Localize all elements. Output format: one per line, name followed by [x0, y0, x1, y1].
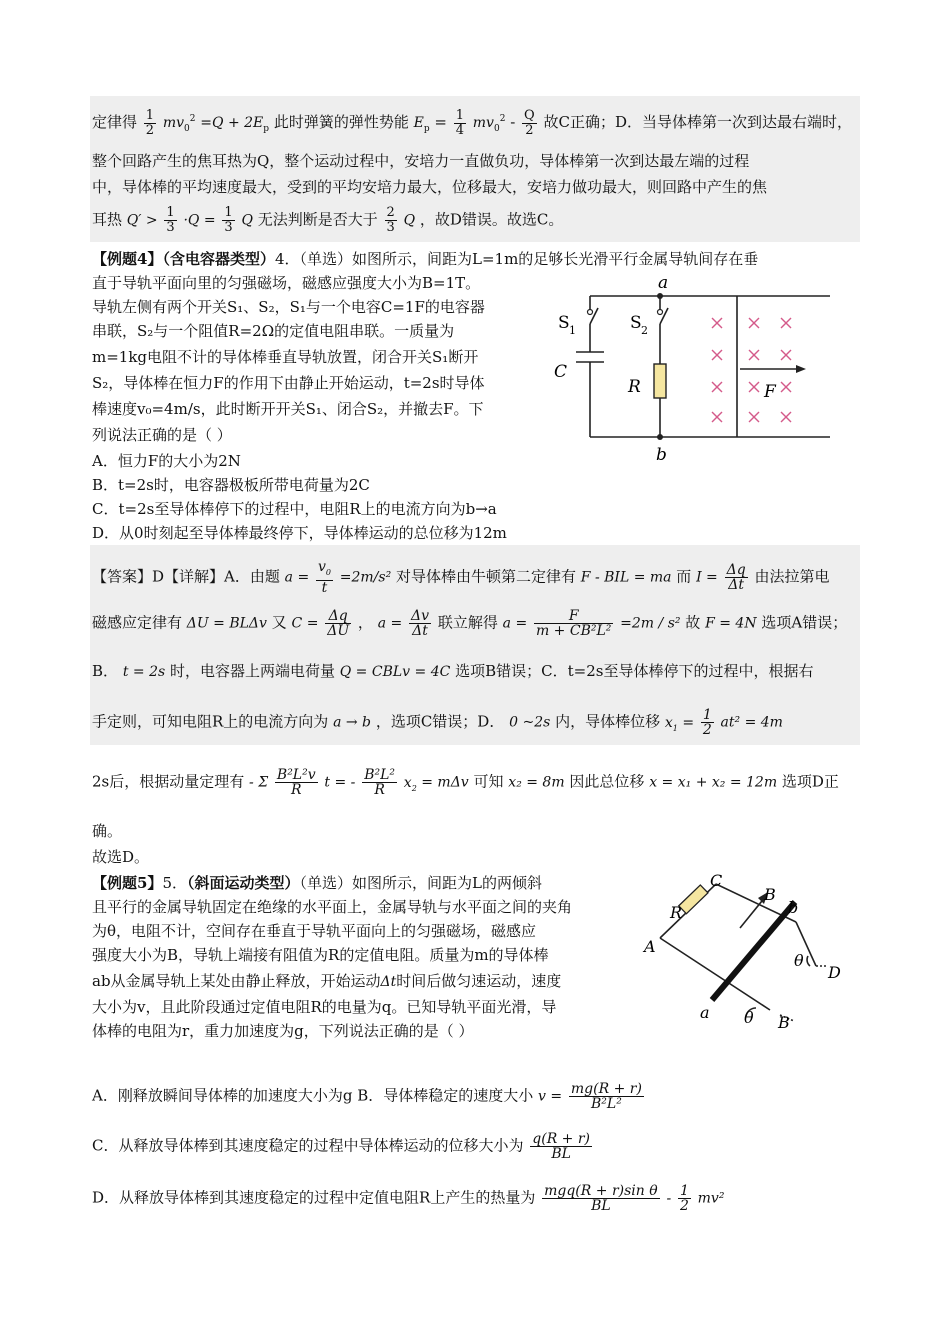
text-span: 对导体棒由牛顿第二定律有 [395, 567, 576, 586]
label-theta: θ [744, 1008, 754, 1027]
formula: t = 2s [122, 664, 166, 680]
label-c: C [710, 871, 723, 890]
label-s2-sub: 2 [641, 324, 648, 337]
label-d: D [828, 963, 841, 982]
text-span: 选项D正 [781, 772, 839, 791]
example-type: （斜面运动类型） [186, 874, 300, 892]
label-a-upper: A [644, 937, 656, 956]
text-span: 耳热 [92, 210, 123, 229]
fraction: $\frac{\Delta v}{\Delta t}$ [411, 608, 430, 639]
text-line: 直于导轨平面向里的匀强磁场，磁感应强度大小为B=1T。 [92, 274, 481, 292]
answer4-line1: 【答案】D【详解】A．由题 a = $\frac{v_0}{t}$ =2m/s² 对导体棒由牛顿第二定律有 F - BIL = ma 而 I = $\frac{\Delta q}{\Delta t}$ 由法拉第电 [92, 559, 830, 596]
text-line: 串联，S₂与一个阻值R=2Ω的定值电阻串联。一质量为 [92, 322, 455, 340]
text-line: 导轨左侧有两个开关S₁、S₂，S₁与一个电容C=1F的电容器 [92, 298, 485, 316]
example5-line1 [92, 872, 542, 894]
label-b: b [656, 445, 667, 465]
formula: =Q + 2E [200, 115, 264, 131]
text-line: ab从金属导轨上某处由静止释放，开始运动Δt时间后做匀速运动，速度 [92, 972, 562, 990]
text-span: ， [357, 613, 373, 632]
formula: a → b [333, 714, 372, 731]
option-a-b: A．刚释放瞬间导体棒的加速度大小为g B．导体棒稳定的速度大小 v = $\frac{mg(R + r)}{\text{B²L²}}$ [92, 1081, 642, 1112]
fraction: $\frac{1}{3}$ [166, 205, 175, 235]
fraction: $\frac{2}{3}$ [386, 205, 395, 235]
circuit-figure [540, 272, 840, 467]
option-d: D．从释放导体棒到其速度稳定的过程中定值电阻R上产生的热量为 $\frac{\text{mgq(R + r)sin θ}}{BL}$ - $\frac{1}{2}$ mv² [92, 1183, 725, 1214]
text-span: 时间后做匀速运动，速度 [396, 972, 562, 990]
text-line: 为θ，电阻不计，空间存在垂直于导轨平面向上的匀强磁场，磁感应 [92, 922, 537, 940]
text-span: （单选）如图所示，间距为L的两倾斜 [299, 874, 542, 892]
label-s1: S [558, 313, 570, 333]
example-type: （含电容器类型） [162, 250, 275, 268]
label-r: R [628, 377, 641, 397]
option-c [92, 1132, 594, 1161]
text-span: 此时弹簧的弹性势能 [273, 113, 409, 131]
label-r: R [670, 903, 683, 922]
text-line: 棒速度v₀=4m/s，此时断开开关S₁、闭合S₂，并撤去F。下 [92, 400, 484, 418]
formula: = 4m [744, 714, 783, 731]
fraction: $\frac{F}{\text{m + CB²L²}}$ [535, 608, 612, 639]
text-span: 时，电容器上两端电荷量 [169, 662, 335, 680]
label-c: C [554, 362, 568, 382]
text-span: 选项B错误；C．t=2s至导体棒停下的过程中，根据右 [455, 662, 814, 680]
formula: ΔU = BLΔv [186, 615, 267, 632]
option-d: D．从0时刻起至导体棒最终停下，导体棒运动的总位移为12m [92, 524, 507, 542]
text-line: 整个回路产生的焦耳热为Q，整个运动过程中，安培力一直做负功，导体棒第一次到达最左端的过程 [92, 152, 750, 170]
label-s2: S [630, 313, 642, 333]
text-span: B． [92, 662, 119, 680]
formula: F - BIL = ma [580, 569, 672, 586]
formula: F = 4N [705, 615, 757, 632]
fraction: $\frac{mg(R + r)}{\text{B²L²}}$ [570, 1081, 642, 1112]
text-span: 定律得 [92, 113, 138, 131]
formula: E [413, 115, 424, 131]
text-line: 确。 [92, 822, 123, 840]
text-span: 【答案】D【详解】A．由题 [92, 567, 280, 586]
text-line: 列说法正确的是（ ） [92, 426, 232, 444]
example-tag: 【例题4】 [92, 250, 163, 268]
fraction: $\frac{q(R + r)}{BL}$ [532, 1131, 591, 1162]
text-span: 故C正确；D．当导体棒第一次到达最右端时， [543, 113, 853, 131]
fraction: $\frac{\Delta q}{\Delta U}$ [327, 608, 350, 639]
fraction: $\frac{\text{B²L²v}}{R}$ [276, 767, 316, 798]
fraction: $\frac{1}{4}$ [455, 107, 464, 138]
fraction: $\frac{\text{B²L²}}{R}$ [364, 767, 395, 798]
formula: mv [162, 115, 185, 131]
text-span: A．刚释放瞬间导体棒的加速度大小为g B．导体棒稳定的速度大小 [92, 1086, 534, 1105]
label-b-rod: b [788, 898, 799, 917]
option-a: A．恒力F的大小为2N [92, 452, 241, 470]
label-s1-sub: 1 [569, 324, 576, 337]
formula: x₂ = 8m [508, 774, 565, 791]
formula: x = x₁ + x₂ = 12m [649, 774, 778, 791]
text-span: 又 [271, 613, 287, 632]
incline-figure [640, 868, 855, 1033]
text-span: ，故D错误。故选C。 [419, 210, 564, 229]
fraction: $\frac{Q}{2}$ [524, 107, 535, 138]
text-span: 5． [162, 874, 187, 892]
example4-line1 [92, 248, 758, 270]
text-span: 无法判断是否大于 [257, 210, 378, 229]
answer4-line2: 磁感应定律有 ΔU = BLΔv 又 C = $\frac{\Delta q}{\Delta U}$ ， a = $\frac{\Delta v}{\Delta t}$ 联立解得 a = $\frac{F}{\text{m + CB²L²}}$ =2m / s² 故 F = 4N 选项A错误； [92, 608, 848, 639]
formula: mv [472, 115, 494, 131]
text-span: 而 [676, 567, 692, 586]
answer4-line5: 2s后，根据动量定理有 - Σ $\frac{\text{B²L²v}}{R}$ t = - $\frac{\text{B²L²}}{R}$ $x_2 = m\Delta v$ 可知 x₂ = 8m 因此总位移 x = x₁ + x₂ = 12m 选项D正 [92, 767, 839, 798]
formula: =2m / s² [620, 615, 681, 632]
option-b: B．t=2s时，电容器极板所带电荷量为2C [92, 476, 370, 494]
text-line: 且平行的金属导轨固定在绝缘的水平面上，金属导轨与水平面之间的夹角 [92, 898, 573, 916]
text-span: 可知 [473, 772, 504, 791]
fraction: $\frac{1}{2}$ [679, 1183, 689, 1214]
text-line: S₂，导体棒在恒力F的作用下由静止开始运动，t=2s时导体 [92, 374, 485, 392]
answer4-line3 [92, 660, 813, 683]
text-line: 强度大小为B，导轨上端接有阻值为R的定值电阻。质量为m的导体棒 [92, 946, 549, 964]
text-line: m=1kg电阻不计的导体棒垂直导轨放置，闭合开关S₁断开 [92, 348, 479, 366]
formula: Q = CBLv = 4C [339, 664, 451, 680]
text-span: 选项A错误； [761, 613, 848, 632]
fraction: $\frac{1}{2}$ [145, 107, 155, 138]
text-span: 4．（单选）如图所示，间距为L=1m的足够长光滑平行金属导轨间存在垂 [274, 250, 759, 268]
text-span: ，选项C错误；D． [375, 712, 505, 731]
text-line: 故选D。 [92, 848, 150, 866]
formula: 0 ~2s [509, 714, 551, 731]
fraction: $\frac{v_0}{t}$ [317, 559, 331, 596]
label-b-lower: B [778, 1013, 790, 1032]
formula: =2m/s² [339, 569, 392, 586]
text-line: 定律得 $\frac{1}{2}$ $mv_0^2 =Q + 2E_p$ 此时弹簧的弹性势能 $E_p$ = $\frac{1}{4}$ $mv_0^2$ - $\frac{Q}{2}$ 故C正确；D．当导体棒第一次到达最右端时， [92, 107, 853, 138]
text-line: 中，导体棒的平均速度最大，受到的平均安培力最大，位移最大，安培力做功最大，则回路中产生的焦 [92, 178, 768, 196]
answer4-line4: 手定则，可知电阻R上的电流方向为 a → b ，选项C错误；D． 0 ~2s 内，导体棒位移 $x_1$ = $\frac{1}{2}$ at² = 4m [92, 707, 783, 738]
text-line: 体棒的电阻为r，重力加速度为g，下列说法正确的是（ ） [92, 1022, 474, 1040]
text-span: 手定则，可知电阻R上的电流方向为 [92, 712, 329, 731]
fraction: $\frac{\text{mgq(R + r)sin θ}}{BL}$ [544, 1183, 658, 1214]
text-span: 磁感应定律有 [92, 613, 183, 632]
label-theta: θ [794, 951, 804, 970]
option-c: C．t=2s至导体棒停下的过程中，电阻R上的电流方向为b→a [92, 500, 497, 518]
text-span: 2s后，根据动量定理有 [92, 772, 245, 791]
text-span: C．从释放导体棒到其速度稳定的过程中导体棒运动的位移大小为 [92, 1136, 524, 1155]
label-a: a [658, 273, 669, 293]
fraction: $\frac{\Delta q}{\Delta t}$ [726, 561, 746, 593]
text-span: 故 [685, 613, 701, 632]
text-span: 因此总位移 [569, 772, 645, 791]
text-span: D．从释放导体棒到其速度稳定的过程中定值电阻R上产生的热量为 [92, 1188, 536, 1207]
text-span: ab从金属导轨上某处由静止释放，开始运动 [92, 972, 381, 990]
label-f: F [764, 382, 776, 402]
fraction: $\frac{1}{2}$ [702, 707, 712, 738]
text-span: 联立解得 [437, 613, 498, 632]
text-span: 由法拉第电 [754, 567, 830, 586]
label-b-field: B [764, 885, 776, 904]
fraction: $\frac{1}{3}$ [224, 205, 233, 235]
text-span: 内，导体棒位移 [555, 712, 661, 731]
text-line: 大小为v，且此阶段通过定值电阻R的电量为q。已知导轨平面光滑，导 [92, 998, 557, 1016]
example-tag: 【例题5】 [92, 874, 163, 892]
formula: = mΔv [421, 774, 469, 791]
label-a-rod: a [700, 1003, 710, 1022]
text-line: 耳热 Q′ > $\frac{1}{3}$ ·Q = $\frac{1}{3}$ Q 无法判断是否大于 $\frac{2}{3}$ Q ，故D错误。故选C。 [92, 205, 564, 235]
